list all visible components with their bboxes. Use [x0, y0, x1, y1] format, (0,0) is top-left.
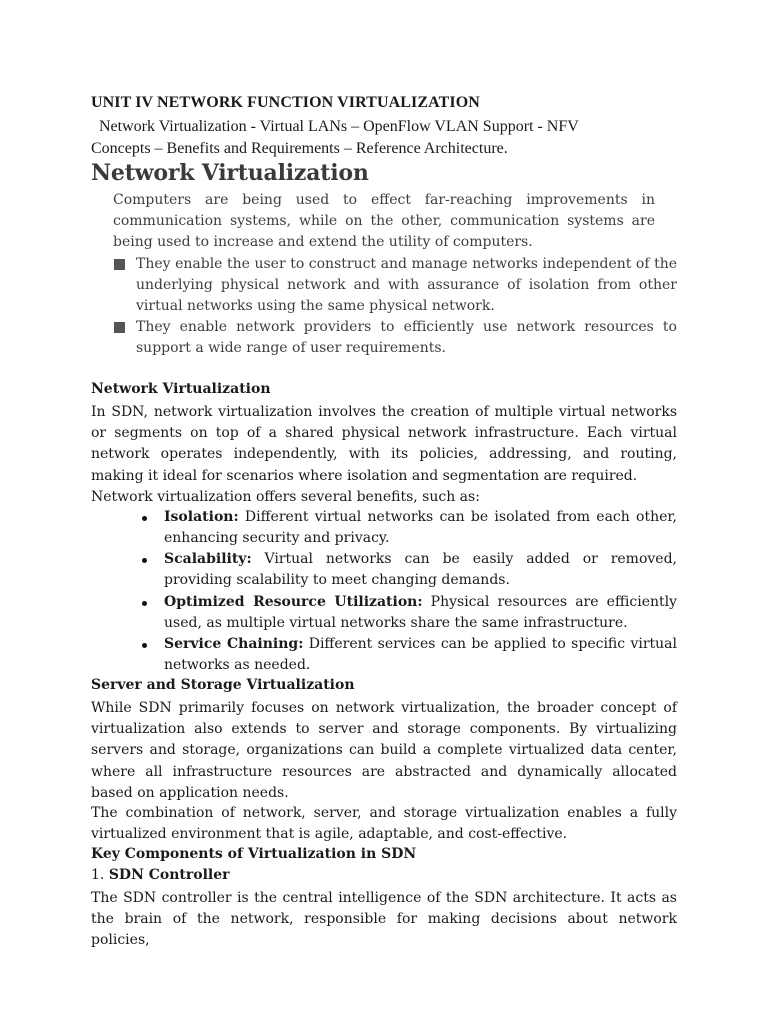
- ssv-paragraph: While SDN primarily focuses on network virtualization, the broader concept of virtualization also extends to server and storage components. By virtualizing servers and storage, organizations can build a complete virtualized data center, where all infrastructure resources are abstracted and dynamically allocated based on application needs.: [91, 700, 677, 801]
- benefit-item-scalability: [164, 549, 677, 591]
- kc-item-title: SDN Controller: [108, 867, 230, 883]
- ssv-subheading: Server and Storage Virtualization: [91, 677, 355, 693]
- nv-subheading: Network Virtualization: [91, 381, 271, 397]
- benefit-term: Scalability:: [164, 551, 252, 567]
- topics-line-2: Concepts – Benefits and Requirements – Reference Architecture.: [91, 140, 508, 157]
- intro-paragraph: Computers are being used to effect far-reaching improvements in communication systems, while on the other, communication systems are being used to increase and extend the utility of computers.: [113, 192, 655, 251]
- bullet-dot-icon: [142, 558, 147, 563]
- section-heading: Network Virtualization: [91, 160, 369, 186]
- square-bullet-item-2: They enable network providers to efficiently use network resources to support a wide range of user requirements.: [136, 319, 677, 357]
- benefit-text: Virtual networks can be easily added or removed, providing scalability to meet changing demands.: [164, 551, 677, 589]
- benefit-item-isolation: [164, 507, 677, 549]
- combination-paragraph: The combination of network, server, and storage virtualization enables a fully virtualized environment that is agile, adaptable, and cost-effective.: [91, 805, 677, 843]
- kc-item-heading: [91, 867, 230, 883]
- bullet-dot-icon: [142, 601, 147, 606]
- kc-item-number: 1.: [91, 867, 105, 883]
- controller-paragraph: The SDN controller is the central intelligence of the SDN architecture. It acts as the brain of the network, responsible for making decisions about network policies,: [91, 890, 677, 949]
- benefit-item-resource-utilization: [164, 592, 677, 634]
- bullet-dot-icon: [142, 516, 147, 521]
- benefit-term: Isolation:: [164, 509, 239, 525]
- benefit-term: Service Chaining:: [164, 636, 304, 652]
- benefit-term: Optimized Resource Utilization:: [164, 594, 423, 610]
- benefit-item-service-chaining: [164, 634, 677, 676]
- square-bullet-icon: [114, 322, 125, 333]
- benefits-intro: Network virtualization offers several benefits, such as:: [91, 489, 480, 505]
- key-components-subheading: Key Components of Virtualization in SDN: [91, 846, 417, 862]
- nv-paragraph: In SDN, network virtualization involves the creation of multiple virtual networks or segments on top of a shared physical network infrastructure. Each virtual network operates independently, with its policies, addressing, and routing, making it ideal for scenarios where isolation and segmentation are required.: [91, 404, 677, 484]
- topics-line-1: Network Virtualization - Virtual LANs – OpenFlow VLAN Support - NFV: [99, 118, 579, 135]
- benefit-text: Physical resources are efficiently used, as multiple virtual networks share the same infrastructure.: [164, 594, 678, 632]
- square-bullet-icon: [114, 259, 125, 270]
- benefit-text: Different services can be applied to specific virtual networks as needed.: [164, 636, 677, 674]
- benefit-text: Different virtual networks can be isolated from each other, enhancing security and privacy.: [164, 509, 678, 547]
- unit-title: UNIT IV NETWORK FUNCTION VIRTUALIZATION: [91, 94, 480, 111]
- square-bullet-item-1: They enable the user to construct and manage networks independent of the underlying physical network and with assurance of isolation from other virtual networks using the same physical network.: [136, 256, 677, 315]
- bullet-dot-icon: [142, 643, 147, 648]
